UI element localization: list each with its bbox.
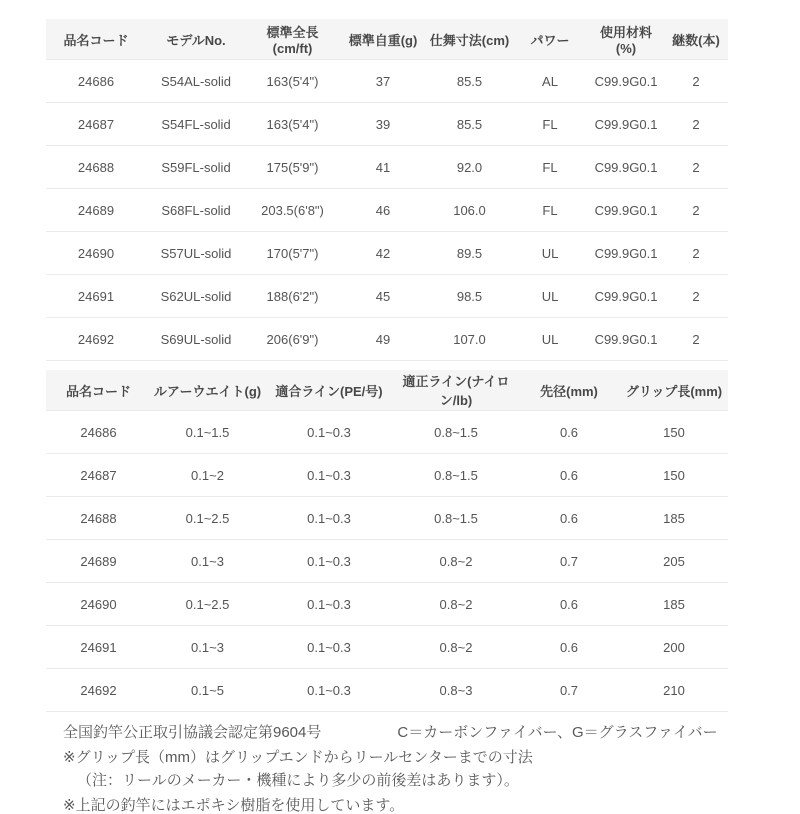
column-header: 標準自重(g)	[339, 19, 427, 60]
table-cell: C99.9G0.1	[588, 232, 664, 275]
table-cell: 41	[339, 146, 427, 189]
table-cell: 0.1~3	[151, 626, 264, 669]
table-cell: 24689	[46, 189, 146, 232]
column-header: 使用材料(%)	[588, 19, 664, 60]
table-cell: C99.9G0.1	[588, 189, 664, 232]
table-cell: 0.1~1.5	[151, 411, 264, 454]
table-cell: 2	[664, 275, 728, 318]
table-cell: C99.9G0.1	[588, 275, 664, 318]
column-header: 仕舞寸法(cm)	[427, 19, 512, 60]
material-legend: C＝カーボンファイバー、G＝グラスファイバー	[397, 724, 718, 741]
table-cell: 89.5	[427, 232, 512, 275]
table-cell: 24688	[46, 146, 146, 189]
table-cell: 85.5	[427, 103, 512, 146]
table-cell: 205	[620, 540, 728, 583]
table-cell: 2	[664, 60, 728, 103]
column-header: 標準全長(cm/ft)	[246, 19, 339, 60]
table-cell: 0.1~0.3	[264, 454, 394, 497]
table-row	[46, 189, 728, 232]
table-cell: 0.6	[518, 497, 620, 540]
table-row	[46, 454, 728, 497]
table-cell: 24688	[46, 497, 151, 540]
table-cell: 39	[339, 103, 427, 146]
table-cell: 24687	[46, 103, 146, 146]
table-row	[46, 60, 728, 103]
grip-length-note: ※グリップ長（mm）はグリップエンドからリールセンターまでの寸法	[63, 749, 533, 766]
column-header: パワー	[512, 19, 588, 60]
table-cell: 206(6'9")	[246, 318, 339, 361]
footnote-line	[63, 725, 800, 741]
table-body	[46, 60, 728, 361]
table-cell: 185	[620, 497, 728, 540]
table-cell: 0.8~2	[394, 540, 518, 583]
table-row	[46, 540, 728, 583]
table-row	[46, 669, 728, 712]
table-cell: C99.9G0.1	[588, 318, 664, 361]
table-row	[46, 583, 728, 626]
table-cell: 24686	[46, 60, 146, 103]
table-cell: 107.0	[427, 318, 512, 361]
reel-variance-note: （注：リールのメーカー・機種により多少の前後差はあります）。	[77, 772, 519, 789]
column-header: 適合ライン(PE/号)	[264, 370, 394, 411]
table-cell: 0.1~2.5	[151, 497, 264, 540]
table-cell: 0.1~5	[151, 669, 264, 712]
table-cell: 92.0	[427, 146, 512, 189]
column-header: 品名コード	[46, 19, 146, 60]
column-header: 先径(mm)	[518, 370, 620, 411]
table-cell: 0.1~0.3	[264, 669, 394, 712]
table-cell: 24690	[46, 232, 146, 275]
table-cell: 163(5'4")	[246, 103, 339, 146]
table-cell: 24692	[46, 669, 151, 712]
table-cell: 0.7	[518, 540, 620, 583]
table-cell: 85.5	[427, 60, 512, 103]
column-header: 適正ライン(ナイロン/lb)	[394, 370, 518, 411]
table-cell: 0.1~2.5	[151, 583, 264, 626]
column-header: ルアーウエイト(g)	[151, 370, 264, 411]
table-row	[46, 626, 728, 669]
table-cell: 0.1~0.3	[264, 626, 394, 669]
table-cell: 210	[620, 669, 728, 712]
table-cell: 24690	[46, 583, 151, 626]
table-cell: 98.5	[427, 275, 512, 318]
table-cell: 24691	[46, 275, 146, 318]
table-row	[46, 146, 728, 189]
table-cell: 163(5'4")	[246, 60, 339, 103]
table-cell: 0.1~2	[151, 454, 264, 497]
table-cell: 0.1~0.3	[264, 540, 394, 583]
table-cell: 2	[664, 318, 728, 361]
table-cell: 0.6	[518, 583, 620, 626]
table-cell: 46	[339, 189, 427, 232]
column-header: グリップ長(mm)	[620, 370, 728, 411]
table-row	[46, 275, 728, 318]
table-cell: FL	[512, 146, 588, 189]
column-header: モデルNo.	[146, 19, 246, 60]
table-cell: 0.1~3	[151, 540, 264, 583]
table-cell: 0.8~2	[394, 626, 518, 669]
table-cell: 0.6	[518, 626, 620, 669]
table-cell: 0.8~1.5	[394, 497, 518, 540]
table-cell: 0.1~0.3	[264, 583, 394, 626]
table-row	[46, 318, 728, 361]
table-cell: AL	[512, 60, 588, 103]
table-row	[46, 103, 728, 146]
table-cell: 2	[664, 146, 728, 189]
table-cell: C99.9G0.1	[588, 146, 664, 189]
table-cell: 42	[339, 232, 427, 275]
table-cell: 188(6'2")	[246, 275, 339, 318]
table-cell: 45	[339, 275, 427, 318]
table-cell: S54FL-solid	[146, 103, 246, 146]
table-cell: UL	[512, 232, 588, 275]
table-cell: 0.7	[518, 669, 620, 712]
table-cell: 175(5'9")	[246, 146, 339, 189]
table-cell: C99.9G0.1	[588, 60, 664, 103]
table-cell: 0.6	[518, 411, 620, 454]
rod-spec-table-main	[46, 19, 728, 361]
table-cell: 185	[620, 583, 728, 626]
table-cell: 24691	[46, 626, 151, 669]
table-cell: 49	[339, 318, 427, 361]
table-cell: 200	[620, 626, 728, 669]
table-cell: 150	[620, 454, 728, 497]
header-row	[46, 19, 728, 60]
table-cell: 0.8~2	[394, 583, 518, 626]
table-cell: 0.1~0.3	[264, 497, 394, 540]
table-cell: UL	[512, 318, 588, 361]
table-cell: 0.8~1.5	[394, 411, 518, 454]
table-cell: 37	[339, 60, 427, 103]
column-header: 品名コード	[46, 370, 151, 411]
table-cell: S57UL-solid	[146, 232, 246, 275]
certification-note: 全国釣竿公正取引協議会認定第9604号	[63, 724, 322, 741]
table-cell: 0.6	[518, 454, 620, 497]
table-cell: S62UL-solid	[146, 275, 246, 318]
table-body	[46, 411, 728, 712]
rod-spec-table-line	[46, 370, 728, 712]
table-cell: 2	[664, 189, 728, 232]
table-cell: 170(5'7")	[246, 232, 339, 275]
table-cell: 0.8~1.5	[394, 454, 518, 497]
table-cell: S59FL-solid	[146, 146, 246, 189]
table-cell: FL	[512, 189, 588, 232]
table-cell: 106.0	[427, 189, 512, 232]
table-cell: S54AL-solid	[146, 60, 246, 103]
table-cell: 24686	[46, 411, 151, 454]
table-cell: 150	[620, 411, 728, 454]
table-cell: 2	[664, 232, 728, 275]
table-cell: 2	[664, 103, 728, 146]
footnotes	[46, 712, 800, 814]
table-cell: 203.5(6'8")	[246, 189, 339, 232]
table-cell: 24687	[46, 454, 151, 497]
table-cell: 24692	[46, 318, 146, 361]
table-row	[46, 232, 728, 275]
column-header: 継数(本)	[664, 19, 728, 60]
table-cell: UL	[512, 275, 588, 318]
table-cell: C99.9G0.1	[588, 103, 664, 146]
table-cell: 0.8~3	[394, 669, 518, 712]
table-cell: S68FL-solid	[146, 189, 246, 232]
table-cell: 0.1~0.3	[264, 411, 394, 454]
table-row	[46, 497, 728, 540]
table-cell: FL	[512, 103, 588, 146]
epoxy-note: ※上記の釣竿にはエポキシ樹脂を使用しています。	[63, 797, 405, 814]
table-cell: S69UL-solid	[146, 318, 246, 361]
table-cell: 24689	[46, 540, 151, 583]
header-row	[46, 370, 728, 411]
table-row	[46, 411, 728, 454]
